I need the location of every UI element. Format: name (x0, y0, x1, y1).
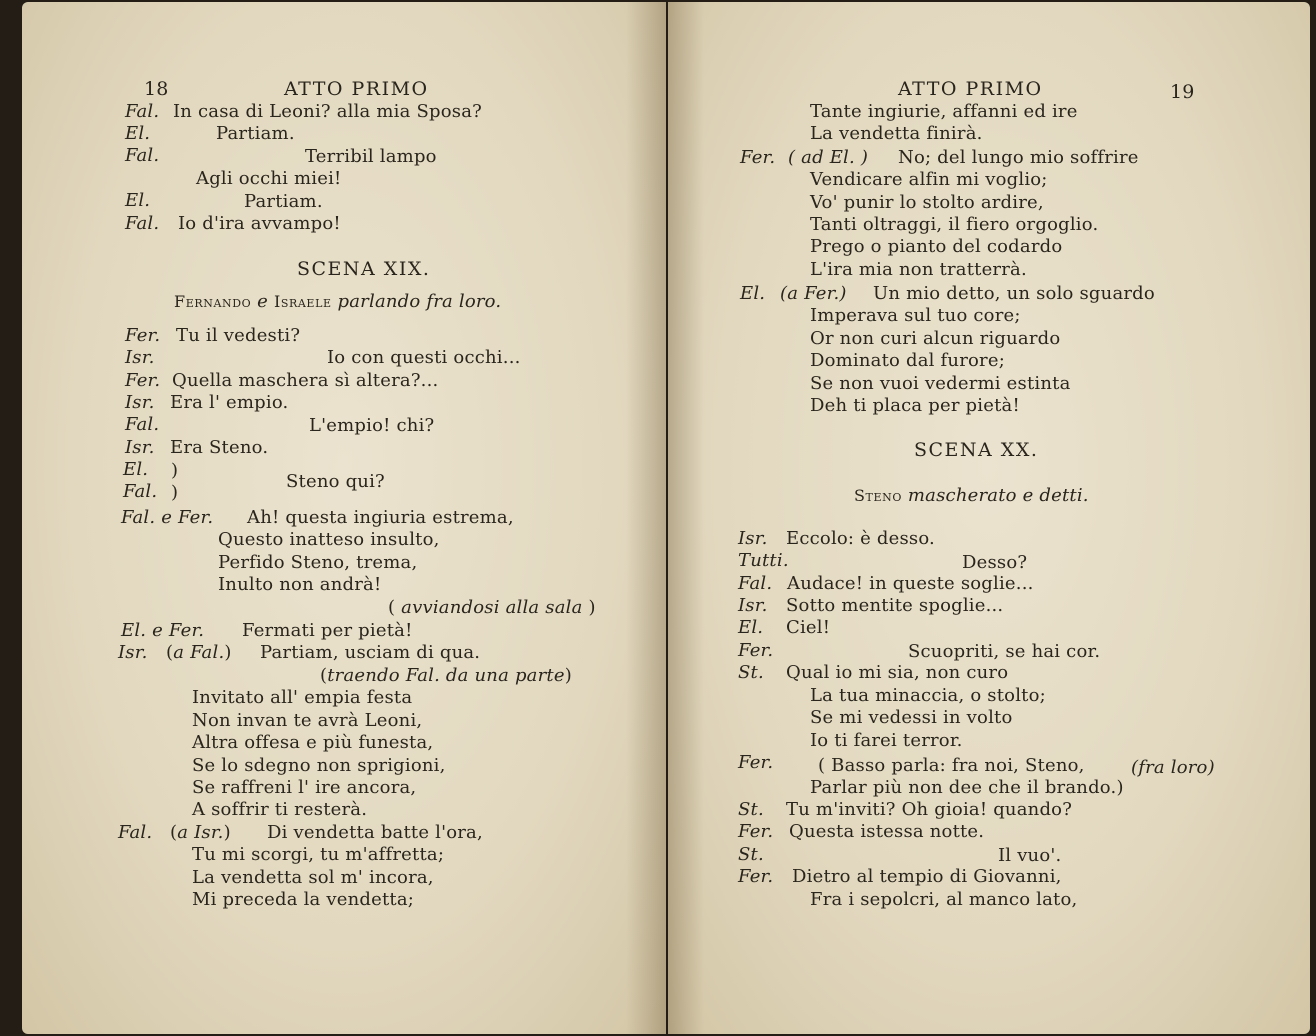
speaker-label: Fer. (125, 325, 161, 346)
verse-line: Di vendetta batte l'ora, (267, 822, 483, 843)
speaker-label: Fer. (738, 866, 774, 887)
speaker-label: El. (123, 459, 149, 480)
paren: ) (588, 597, 596, 618)
speaker-label: Fal. e Fer. (121, 507, 214, 528)
paren: ) (224, 642, 232, 663)
verse-line: La vendetta finirà. (810, 123, 983, 144)
speaker-label: Fal. (738, 573, 773, 594)
speaker-label: El. (125, 123, 151, 144)
verse-line: A soffrir ti resterà. (192, 799, 368, 820)
verse-line: Tu m'inviti? Oh gioia! quando? (786, 799, 1073, 820)
speaker-label: Fal. (125, 145, 160, 166)
direction-text: Isr. (194, 822, 224, 843)
verse-line: Perfido Steno, trema, (218, 552, 418, 573)
verse-line: Vo' punir lo stolto ardire, (810, 192, 1044, 213)
page-number: 19 (1170, 81, 1195, 103)
character-name: Israele (273, 292, 332, 311)
verse-line: Partiam, usciam di qua. (260, 642, 481, 663)
verse-line: Se raffreni l' ire ancora, (192, 777, 417, 798)
character-name: Fernando (174, 292, 252, 311)
paren: ( (166, 642, 174, 663)
speaker-label: Isr. (125, 347, 155, 368)
verse-line: Scuopriti, se hai cor. (908, 641, 1101, 662)
speaker-label: St. (738, 844, 764, 865)
speaker-label: St. (738, 799, 764, 820)
verse-line: Partiam. (216, 123, 295, 144)
verse-line: Desso? (962, 552, 1028, 573)
speaker-label: El. (738, 617, 764, 638)
verse-line: Tanti oltraggi, il fiero orgoglio. (810, 214, 1099, 235)
verse-line: Steno qui? (286, 471, 385, 492)
verse-line: No; del lungo mio soffrire (898, 147, 1139, 168)
stage-direction (170, 822, 231, 844)
direction-text: a (177, 822, 189, 843)
verse-line: Eccolo: è desso. (786, 528, 935, 549)
speaker-label: Fer. (740, 147, 776, 168)
verse-line: Fermati per pietà! (242, 620, 413, 641)
paren: ) (564, 665, 572, 686)
verse-line: Inulto non andrà! (218, 574, 382, 595)
speaker-label: Fer. (738, 752, 774, 773)
speaker-label: El. e Fer. (121, 620, 205, 641)
stage-direction: (a Fer.) (780, 283, 847, 304)
verse-line: In casa di Leoni? alla mia Sposa? (173, 101, 482, 122)
verse-line: Dominato dal furore; (810, 350, 1005, 371)
verse-line: Mi preceda la vendetta; (192, 889, 415, 910)
stage-direction (166, 642, 232, 664)
verse-line: Io ti farei terror. (810, 730, 963, 751)
verse-line: Un mio detto, un solo sguardo (873, 283, 1155, 304)
paren: ( (170, 822, 178, 843)
verse-line: Tu mi scorgi, tu m'affretta; (192, 844, 445, 865)
verse-line: La tua minaccia, o stolto; (810, 685, 1046, 706)
stage-direction (388, 597, 596, 619)
stage-direction: mascherato e detti. (907, 485, 1089, 506)
verse-line: Terribil lampo (305, 146, 437, 167)
paren: ) (223, 822, 231, 843)
speaker-label: Isr. (125, 392, 155, 413)
speaker-label: Fer. (125, 370, 161, 391)
verse-line: Tante ingiurie, affanni ed ire (810, 101, 1078, 122)
verse-line: Non invan te avrà Leoni, (192, 710, 423, 731)
speaker-label: Fer. (738, 640, 774, 661)
verse-line: Fra i sepolcri, al manco lato, (810, 889, 1078, 910)
verse-line: Invitato all' empia festa (192, 687, 413, 708)
left-page (22, 2, 666, 1034)
verse-line: Audace! in queste soglie... (787, 573, 1034, 594)
stage-direction (320, 665, 572, 687)
speaker-label: Fal. (118, 822, 153, 843)
verse-line: Io d'ira avvampo! (178, 213, 341, 234)
verse-line: Era Steno. (170, 437, 269, 458)
speaker-label: Fal. (125, 101, 160, 122)
speaker-label: Fal. (125, 414, 160, 435)
stage-direction: parlando fra loro. (337, 291, 502, 312)
speaker-label: Fal. (123, 481, 158, 502)
paren: ( (320, 665, 328, 686)
scene-heading (854, 485, 1089, 507)
verse-line: Se non vuoi vedermi estinta (810, 373, 1071, 394)
heading-word: e (257, 291, 269, 312)
speaker-label: El. (125, 190, 151, 211)
character-name: Steno (854, 486, 902, 505)
verse-line: Deh ti placa per pietà! (810, 395, 1020, 416)
verse-line: Tu il vedesti? (176, 325, 301, 346)
verse-line: Il vuo'. (998, 845, 1062, 866)
stage-direction: ( ad El. ) (788, 147, 869, 168)
verse-line: Or non curi alcun riguardo (810, 328, 1061, 349)
verse-line: Altra offesa e più funesta, (192, 732, 434, 753)
brace: ) (171, 482, 179, 503)
verse-line: Sotto mentite spoglie... (786, 595, 1004, 616)
speaker-label: Isr. (118, 642, 148, 663)
scene-title: SCENA XIX. (297, 258, 431, 280)
verse-line: L'ira mia non tratterrà. (810, 259, 1027, 280)
verse-line: La vendetta sol m' incora, (192, 867, 434, 888)
verse-line: Questa istessa notte. (789, 821, 985, 842)
speaker-label: Fal. (125, 213, 160, 234)
page-number: 18 (144, 78, 169, 100)
speaker-label: Tutti. (738, 550, 789, 571)
paren: ( (388, 597, 396, 618)
verse-line: Partiam. (244, 191, 323, 212)
verse-line: Era l' empio. (170, 392, 289, 413)
verse-line: Questo inatteso insulto, (218, 529, 440, 550)
verse-line: Se mi vedessi in volto (810, 707, 1013, 728)
direction-text: a (173, 642, 185, 663)
scene-title: SCENA XX. (914, 439, 1039, 461)
verse-line: Prego o pianto del codardo (810, 236, 1063, 257)
right-page (668, 2, 1310, 1034)
verse-line: Parlar più non dee che il brando.) (810, 777, 1124, 798)
verse-line: Io con questi occhi... (327, 347, 521, 368)
verse-line: Ah! questa ingiuria estrema, (247, 507, 514, 528)
direction-text: Fal. (190, 642, 225, 663)
speaker-label: El. (740, 283, 766, 304)
running-head: ATTO PRIMO (284, 78, 429, 100)
scene-heading (174, 291, 501, 313)
brace: ) (171, 460, 179, 481)
verse-line: Dietro al tempio di Giovanni, (792, 866, 1062, 887)
verse-line: Imperava sul tuo core; (810, 305, 1021, 326)
verse-line: ( Basso parla: fra noi, Steno, (818, 755, 1085, 776)
verse-line: Qual io mi sia, non curo (786, 662, 1009, 683)
stage-direction: (fra loro) (1131, 757, 1215, 778)
speaker-label: Isr. (738, 595, 768, 616)
speaker-label: Isr. (738, 528, 768, 549)
verse-line: Agli occhi miei! (196, 168, 342, 189)
verse-line: Ciel! (786, 617, 831, 638)
verse-line: Quella maschera sì altera?... (172, 370, 439, 391)
speaker-label: Isr. (125, 437, 155, 458)
verse-line: Vendicare alfin mi voglio; (810, 169, 1048, 190)
speaker-label: Fer. (738, 821, 774, 842)
speaker-label: St. (738, 662, 764, 683)
running-head: ATTO PRIMO (898, 78, 1043, 100)
verse-line: Se lo sdegno non sprigioni, (192, 755, 446, 776)
verse-line: L'empio! chi? (309, 415, 435, 436)
direction-text: traendo Fal. da una parte (327, 665, 565, 686)
direction-text: avviandosi alla sala (401, 597, 583, 618)
